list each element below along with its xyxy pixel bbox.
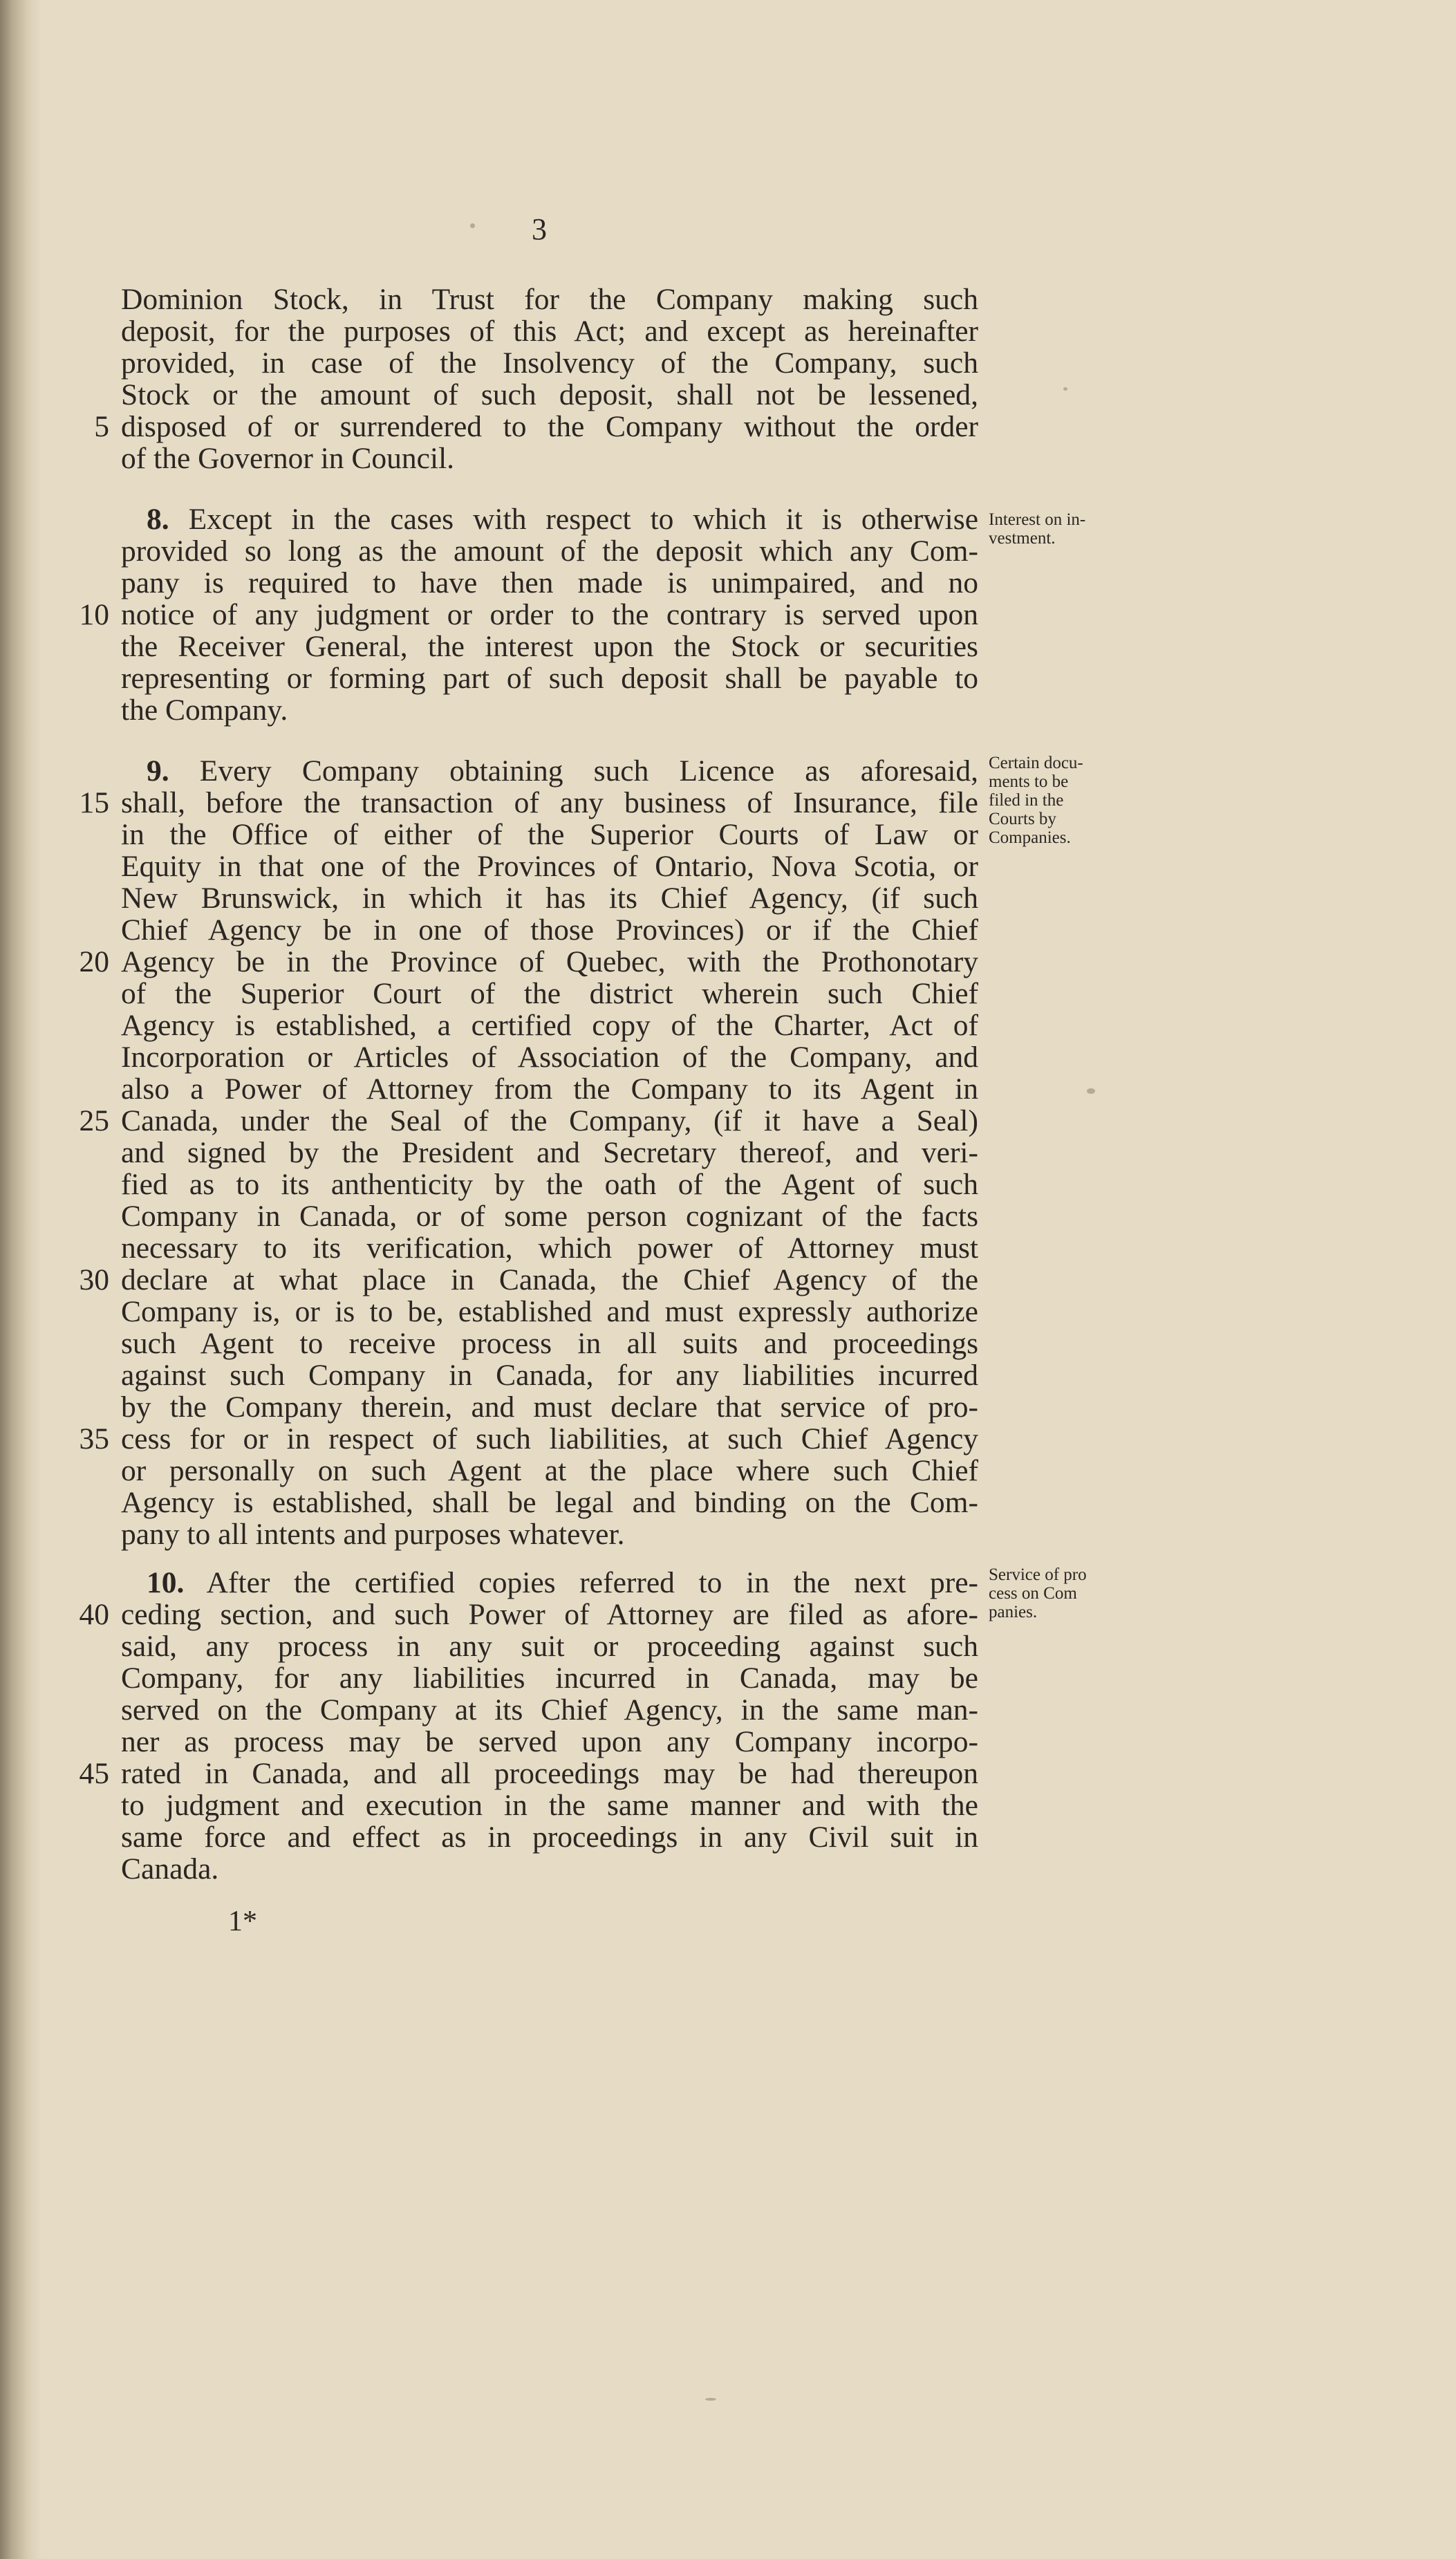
line-text: After the certified copies referred to in the next pre- xyxy=(184,1566,978,1599)
line-number: 45 xyxy=(79,1757,109,1790)
text-line xyxy=(121,1296,978,1328)
page-number: 3 xyxy=(532,212,547,246)
text-line xyxy=(121,443,978,474)
line-number: 30 xyxy=(79,1263,109,1296)
line-text: said, any process in any suit or proceeding against such xyxy=(121,1630,978,1663)
line-text: disposed of or surrendered to the Company without the order xyxy=(121,410,978,443)
text-line xyxy=(121,1232,978,1264)
section-number: 9. xyxy=(147,754,169,788)
line-number: 35 xyxy=(79,1422,109,1455)
line-text: notice of any judgment or order to the contrary is served upon xyxy=(121,598,978,631)
text-line xyxy=(121,1821,978,1853)
text-line xyxy=(121,1041,978,1073)
line-text: pany to all intents and purposes whatever. xyxy=(121,1518,625,1551)
text-line xyxy=(121,1853,978,1885)
line-text: Stock or the amount of such deposit, shall not be lessened, xyxy=(121,378,978,411)
text-line xyxy=(121,347,978,379)
line-text: Agency is established, a certified copy of the Charter, Act of xyxy=(121,1009,978,1042)
text-line xyxy=(147,755,978,787)
text-line xyxy=(147,503,978,535)
line-text: and signed by the President and Secretary thereof, and veri- xyxy=(121,1136,978,1169)
text-line xyxy=(147,1567,978,1599)
text-line xyxy=(121,411,978,443)
line-number: 15 xyxy=(79,786,109,819)
line-text: Canada, under the Seal of the Company, (if it have a Seal) xyxy=(121,1104,978,1137)
text-line xyxy=(121,1726,978,1758)
line-number: 20 xyxy=(79,945,109,978)
text-line xyxy=(121,631,978,662)
text-line xyxy=(121,379,978,411)
line-text: served on the Company at its Chief Agency, in the same man- xyxy=(121,1693,978,1727)
stain-mark xyxy=(1063,387,1067,391)
line-text: Every Company obtaining such Licence as aforesaid, xyxy=(169,754,978,788)
section-number: 8. xyxy=(147,503,169,536)
margin-note: Interest on in- vestment. xyxy=(989,510,1086,548)
text-line xyxy=(121,1455,978,1487)
line-text: fied as to its anthenticity by the oath of the Agent of such xyxy=(121,1168,978,1201)
line-text: cess for or in respect of such liabilities, at such Chief Agency xyxy=(121,1422,978,1455)
text-line xyxy=(121,1487,978,1518)
line-text: pany is required to have then made is unimpaired, and no xyxy=(121,566,978,599)
text-line xyxy=(121,1169,978,1200)
text-line xyxy=(121,599,978,631)
line-text: Agency is established, shall be legal and binding on the Com- xyxy=(121,1486,978,1519)
line-text: Agency be in the Province of Quebec, with the Prothonotary xyxy=(121,945,978,978)
line-text: of the Superior Court of the district wherein such Chief xyxy=(121,977,978,1010)
stain-mark xyxy=(705,2398,716,2401)
text-line xyxy=(121,1599,978,1630)
text-line xyxy=(121,1758,978,1789)
text-line xyxy=(121,535,978,567)
line-number: 5 xyxy=(94,410,109,443)
text-line xyxy=(121,850,978,882)
line-text: declare at what place in Canada, the Chief Agency of the xyxy=(121,1263,978,1296)
line-number: 25 xyxy=(79,1104,109,1137)
line-text: or personally on such Agent at the place where such Chief xyxy=(121,1454,978,1487)
line-text: provided, in case of the Insolvency of the Company, such xyxy=(121,346,978,380)
text-line xyxy=(121,1391,978,1423)
margin-note: Certain docu- ments to be filed in the Courts by Companies. xyxy=(989,754,1083,847)
text-line xyxy=(121,1328,978,1359)
text-line xyxy=(121,787,978,819)
text-line xyxy=(121,283,978,315)
text-line xyxy=(121,882,978,914)
text-line xyxy=(121,1073,978,1105)
line-text: also a Power of Attorney from the Company to its Agent in xyxy=(121,1072,978,1106)
line-text: Company, for any liabilities incurred in Canada, may be xyxy=(121,1662,978,1695)
text-line xyxy=(121,1200,978,1232)
line-text: representing or forming part of such deposit shall be payable to xyxy=(121,662,978,695)
line-text: Except in the cases with respect to which it is otherwise xyxy=(169,503,978,536)
text-line xyxy=(121,978,978,1009)
line-text: the Company. xyxy=(121,694,288,727)
line-text: against such Company in Canada, for any liabilities incurred xyxy=(121,1359,978,1392)
line-number: 40 xyxy=(79,1598,109,1631)
text-line xyxy=(121,1694,978,1726)
text-line xyxy=(121,1789,978,1821)
text-line xyxy=(121,1423,978,1455)
text-line xyxy=(121,1359,978,1391)
text-line xyxy=(121,1264,978,1296)
text-line xyxy=(121,819,978,850)
line-text: Incorporation or Articles of Association of the Company, and xyxy=(121,1041,978,1074)
stain-mark xyxy=(470,223,475,228)
line-text: of the Governor in Council. xyxy=(121,442,455,475)
line-text: ceding section, and such Power of Attorney are filed as afore- xyxy=(121,1598,978,1631)
line-text: rated in Canada, and all proceedings may be had thereupon xyxy=(121,1757,978,1790)
line-text: provided so long as the amount of the deposit which any Com- xyxy=(121,534,978,568)
text-line xyxy=(121,1009,978,1041)
line-text: ner as process may be served upon any Company incorpo- xyxy=(121,1725,978,1758)
text-line xyxy=(121,1105,978,1137)
binding-edge xyxy=(0,0,41,2559)
line-text: Chief Agency be in one of those Provinces) or if the Chief xyxy=(121,913,978,947)
line-text: Company is, or is to be, established and must expressly authorize xyxy=(121,1295,978,1328)
line-text: Dominion Stock, in Trust for the Company making such xyxy=(121,283,978,316)
text-line xyxy=(121,1137,978,1169)
stain-mark xyxy=(1087,1088,1095,1094)
line-text: such Agent to receive process in all suits and proceedings xyxy=(121,1327,978,1360)
text-line xyxy=(121,946,978,978)
text-line xyxy=(121,662,978,694)
line-text: New Brunswick, in which it has its Chief Agency, (if such xyxy=(121,882,978,915)
text-line xyxy=(121,1518,978,1550)
line-text: shall, before the transaction of any business of Insurance, file xyxy=(121,786,978,819)
line-number: 10 xyxy=(79,598,109,631)
text-line xyxy=(121,315,978,347)
line-text: in the Office of either of the Superior Courts of Law or xyxy=(121,818,978,851)
line-text: by the Company therein, and must declare that service of pro- xyxy=(121,1390,978,1424)
margin-note: Service of pro cess on Com panies. xyxy=(989,1565,1087,1621)
text-line xyxy=(121,914,978,946)
line-text: the Receiver General, the interest upon the Stock or securities xyxy=(121,630,978,663)
text-line xyxy=(121,1662,978,1694)
line-text: necessary to its verification, which power of Attorney must xyxy=(121,1231,978,1265)
line-text: Company in Canada, or of some person cognizant of the facts xyxy=(121,1200,978,1233)
signature-mark: 1* xyxy=(228,1906,257,1937)
line-text: same force and effect as in proceedings in any Civil suit in xyxy=(121,1821,978,1854)
text-line xyxy=(121,694,978,726)
text-line xyxy=(121,567,978,599)
line-text: deposit, for the purposes of this Act; and except as hereinafter xyxy=(121,315,978,348)
text-line xyxy=(121,1630,978,1662)
line-text: to judgment and execution in the same manner and with the xyxy=(121,1789,978,1822)
line-text: Equity in that one of the Provinces of Ontario, Nova Scotia, or xyxy=(121,850,978,883)
line-text: Canada. xyxy=(121,1852,219,1886)
section-number: 10. xyxy=(147,1566,185,1599)
